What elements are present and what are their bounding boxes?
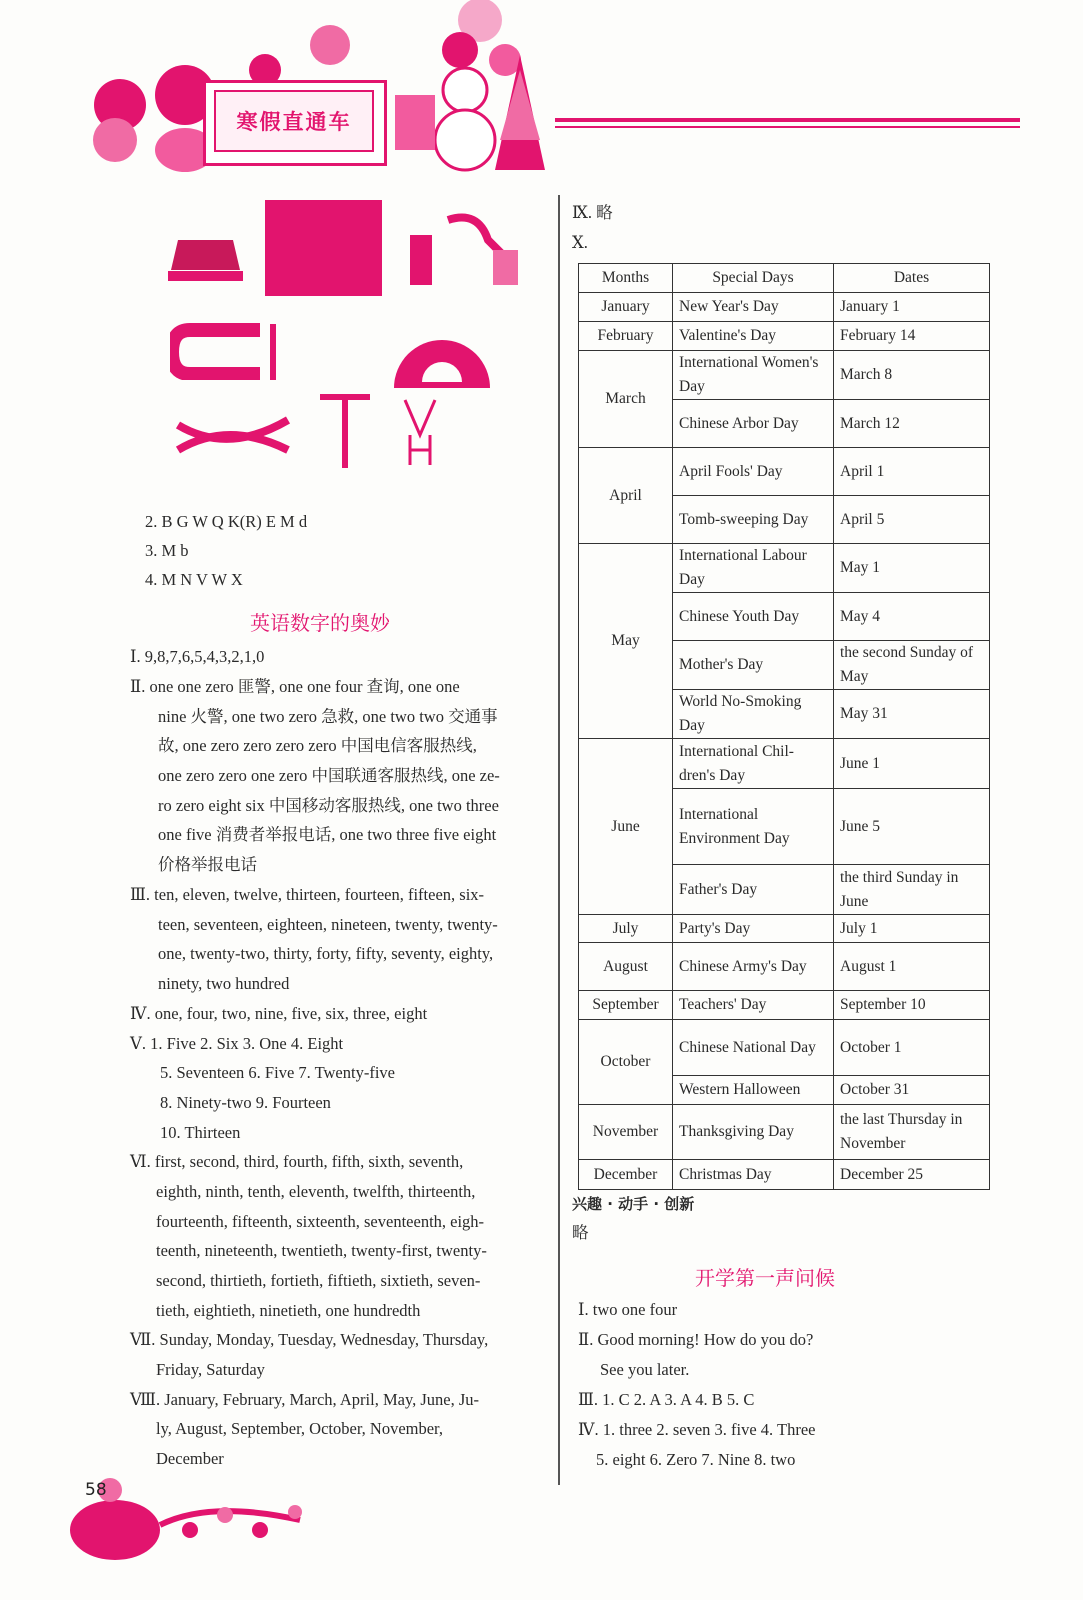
table-row bbox=[579, 351, 990, 400]
special-day-cell: International Labour Day bbox=[673, 544, 834, 593]
date-cell: September 10 bbox=[834, 991, 990, 1020]
month-cell: November bbox=[579, 1105, 673, 1160]
special-day-cell: Tomb-sweeping Day bbox=[673, 496, 834, 544]
answer-line: 5. eight 6. Zero 7. Nine 8. two bbox=[596, 1450, 796, 1469]
date-cell: October 1 bbox=[834, 1020, 990, 1076]
laptop-image bbox=[168, 235, 243, 285]
answer-line: 价格举报电话 bbox=[158, 855, 257, 874]
answer-line: teen, seventeen, eighteen, nineteen, twenty, twenty- bbox=[158, 915, 498, 934]
answer-line: Friday, Saturday bbox=[156, 1360, 265, 1379]
special-day-cell: International Women's Day bbox=[673, 351, 834, 400]
date-cell: June 5 bbox=[834, 789, 990, 865]
date-cell: the third Sunday in June bbox=[834, 865, 990, 915]
special-day-cell: Chinese National Day bbox=[673, 1020, 834, 1076]
answer-line: Ⅱ. Good morning! How do you do? bbox=[578, 1330, 814, 1349]
answer-x: Ⅹ. bbox=[572, 233, 588, 252]
table-row bbox=[579, 1160, 990, 1190]
answer-line: Ⅷ. January, February, March, April, May, June, Ju- bbox=[130, 1390, 480, 1409]
date-cell: July 1 bbox=[834, 915, 990, 943]
answer-line: Ⅳ. 1. three 2. seven 3. five 4. Three bbox=[578, 1420, 816, 1439]
special-day-cell: Teachers' Day bbox=[673, 991, 834, 1020]
t-wrench-image bbox=[318, 392, 373, 470]
table-row bbox=[579, 1105, 990, 1160]
interest-heading: 兴趣 · 动手 · 创新 bbox=[572, 1195, 695, 1213]
answer-line: Ⅰ. two one four bbox=[578, 1300, 678, 1319]
special-day-cell: New Year's Day bbox=[673, 293, 834, 322]
special-day-cell: International Chil-dren's Day bbox=[673, 739, 834, 789]
table-row bbox=[579, 991, 990, 1020]
section-title-numbers: 英语数字的奥妙 bbox=[250, 611, 390, 635]
table-header-row bbox=[579, 264, 990, 293]
protractor-image bbox=[392, 312, 492, 390]
special-day-cell: April Fools' Day bbox=[673, 448, 834, 496]
answer-line: Ⅴ. 1. Five 2. Six 3. One 4. Eight bbox=[130, 1034, 344, 1053]
date-cell: May 1 bbox=[834, 544, 990, 593]
answer-line: second, thirtieth, fortieth, fiftieth, sixtieth, seven- bbox=[156, 1271, 481, 1290]
month-cell: March bbox=[579, 351, 673, 448]
list-line-4: 4. M N V W X bbox=[145, 570, 243, 589]
header-months: Months bbox=[579, 264, 673, 293]
machine-image bbox=[408, 210, 520, 290]
answer-line: one five 消费者举报电话, one two three five eight bbox=[158, 825, 497, 844]
date-cell: October 31 bbox=[834, 1076, 990, 1105]
list-line-3: 3. M b bbox=[145, 541, 189, 560]
answer-line: one zero zero one zero 中国联通客服热线, one ze- bbox=[158, 766, 500, 785]
header-title: 寒假直通车 bbox=[214, 90, 374, 152]
month-cell: February bbox=[579, 322, 673, 351]
answer-line: 故, one zero zero zero zero 中国电信客服热线, bbox=[158, 736, 477, 755]
header-rule bbox=[555, 118, 1020, 122]
red-square-image bbox=[265, 200, 382, 296]
date-cell: March 8 bbox=[834, 351, 990, 400]
answer-line: Ⅰ. 9,8,7,6,5,4,3,2,1,0 bbox=[130, 647, 265, 666]
answer-line: Ⅳ. one, four, two, nine, five, six, three, eight bbox=[130, 1004, 428, 1023]
month-cell: July bbox=[579, 915, 673, 943]
table-row bbox=[579, 739, 990, 789]
answer-line: Ⅵ. first, second, third, fourth, fifth, sixth, seventh, bbox=[130, 1152, 464, 1171]
answer-line: 10. Thirteen bbox=[160, 1123, 241, 1142]
column-divider bbox=[558, 195, 560, 1485]
special-day-cell: Party's Day bbox=[673, 915, 834, 943]
answer-line: eighth, ninth, tenth, eleventh, twelfth, thirteenth, bbox=[156, 1182, 476, 1201]
special-day-cell: Chinese Army's Day bbox=[673, 943, 834, 991]
date-cell: February 14 bbox=[834, 322, 990, 351]
answer-line: See you later. bbox=[600, 1360, 690, 1379]
special-day-cell: Valentine's Day bbox=[673, 322, 834, 351]
answer-line: one, twenty-two, thirty, forty, fifty, seventy, eighty, bbox=[158, 944, 494, 963]
answer-line: 8. Ninety-two 9. Fourteen bbox=[160, 1093, 331, 1112]
special-day-cell: Chinese Arbor Day bbox=[673, 400, 834, 448]
clamp-image bbox=[170, 322, 295, 380]
list-line-2: 2. B G W Q K(R) E M d bbox=[145, 512, 308, 531]
date-cell: December 25 bbox=[834, 1160, 990, 1190]
answer-line: fourteenth, fifteenth, sixteenth, seventeenth, eigh- bbox=[156, 1212, 485, 1231]
table-row bbox=[579, 448, 990, 496]
date-cell: the second Sunday of May bbox=[834, 641, 990, 690]
date-cell: the last Thursday in November bbox=[834, 1105, 990, 1160]
section-title-greeting: 开学第一声问候 bbox=[695, 1266, 835, 1290]
special-day-cell: Mother's Day bbox=[673, 641, 834, 690]
answer-line: ro zero eight six 中国移动客服热线, one two three bbox=[158, 796, 499, 815]
answer-line: teenth, nineteenth, twentieth, twenty-first, twenty- bbox=[156, 1241, 487, 1260]
special-day-cell: World No-Smoking Day bbox=[673, 690, 834, 739]
answer-line: ly, August, September, October, November, bbox=[156, 1419, 444, 1438]
date-cell: June 1 bbox=[834, 739, 990, 789]
month-cell: August bbox=[579, 943, 673, 991]
special-day-cell: International Environment Day bbox=[673, 789, 834, 865]
special-day-cell: Chinese Youth Day bbox=[673, 593, 834, 641]
table-row bbox=[579, 322, 990, 351]
table-row bbox=[579, 1020, 990, 1076]
month-cell: May bbox=[579, 544, 673, 739]
date-cell: April 5 bbox=[834, 496, 990, 544]
header-dates: Dates bbox=[834, 264, 990, 293]
date-cell: March 12 bbox=[834, 400, 990, 448]
page-number: 58 bbox=[85, 1480, 107, 1500]
special-day-cell: Christmas Day bbox=[673, 1160, 834, 1190]
month-cell: October bbox=[579, 1020, 673, 1105]
header-rule-thin bbox=[555, 126, 1020, 128]
answer-ix: Ⅸ. 略 bbox=[572, 203, 613, 222]
table-row bbox=[579, 943, 990, 991]
special-days-table bbox=[578, 263, 990, 1190]
answer-line: Ⅶ. Sunday, Monday, Tuesday, Wednesday, Thursday, bbox=[130, 1330, 489, 1349]
answer-line: Ⅲ. 1. C 2. A 3. A 4. B 5. C bbox=[578, 1390, 755, 1409]
tool-sketch-image bbox=[400, 395, 445, 470]
header-special-days: Special Days bbox=[673, 264, 834, 293]
answer-line: 5. Seventeen 6. Five 7. Twenty-five bbox=[160, 1063, 395, 1082]
table-row bbox=[579, 915, 990, 943]
date-cell: April 1 bbox=[834, 448, 990, 496]
date-cell: January 1 bbox=[834, 293, 990, 322]
special-day-cell: Father's Day bbox=[673, 865, 834, 915]
table-row bbox=[579, 293, 990, 322]
month-cell: January bbox=[579, 293, 673, 322]
answer-line: tieth, eightieth, ninetieth, one hundredth bbox=[156, 1301, 421, 1320]
date-cell: May 4 bbox=[834, 593, 990, 641]
interest-answer: 略 bbox=[572, 1223, 589, 1242]
special-day-cell: Western Halloween bbox=[673, 1076, 834, 1105]
month-cell: December bbox=[579, 1160, 673, 1190]
answer-line: December bbox=[156, 1449, 224, 1468]
answer-line: Ⅲ. ten, eleven, twelve, thirteen, fourteen, fifteen, six- bbox=[130, 885, 485, 904]
answer-line: Ⅱ. one one zero 匪警, one one four 查询, one one bbox=[130, 677, 460, 696]
month-cell: June bbox=[579, 739, 673, 915]
special-day-cell: Thanksgiving Day bbox=[673, 1105, 834, 1160]
month-cell: April bbox=[579, 448, 673, 544]
month-cell: September bbox=[579, 991, 673, 1020]
wrench-image bbox=[168, 405, 298, 467]
date-cell: August 1 bbox=[834, 943, 990, 991]
answer-line: nine 火警, one two zero 急救, one two two 交通事 bbox=[158, 707, 498, 726]
date-cell: May 31 bbox=[834, 690, 990, 739]
answer-line: ninety, two hundred bbox=[158, 974, 290, 993]
table-row bbox=[579, 544, 990, 593]
